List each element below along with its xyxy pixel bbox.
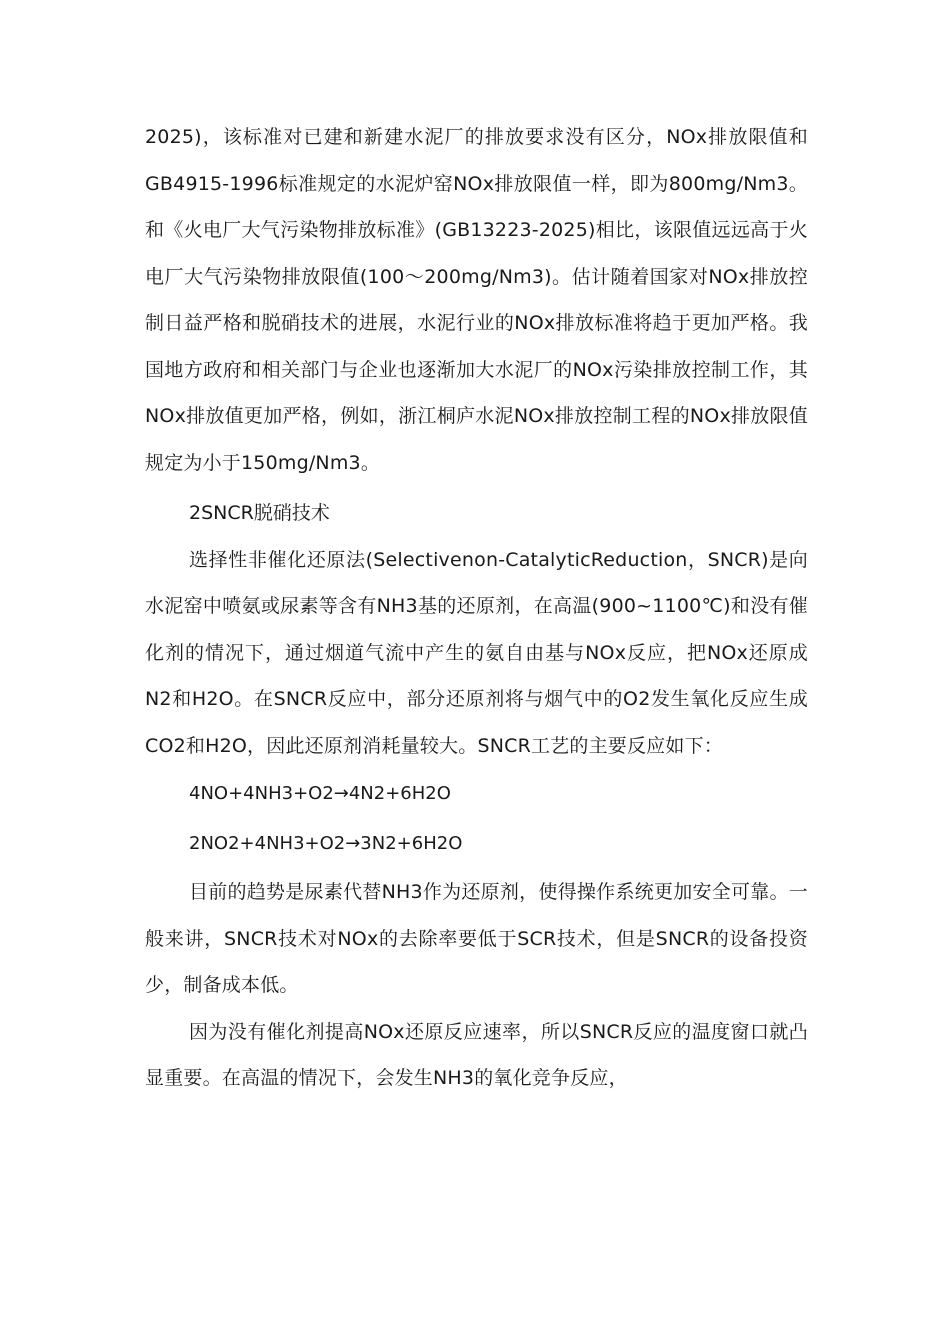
reaction-equation-2: 2NO2+4NH3+O2→3N2+6H2O [189, 833, 463, 854]
reaction-equation-1: 4NO+4NH3+O2→4N2+6H2O [189, 783, 451, 804]
paragraph-emission-standards: 2025)，该标准对已建和新建水泥厂的排放要求没有区分，NOx排放限值和GB4915-1996标准规定的水泥炉窑NOx排放限值一样，即为800mg/Nm3。和《火电厂大气污染物排放标准》(GB13223-2025)相比，该限值远远高于火电厂大气污染物排放限值(100～200mg/Nm3)。估计随着国家对NOx排放控制日益严格和脱硝技术的进展，水泥行业的NOx排放标准将趋于更加严格。我国地方政府和相关部门与企业也逐渐加大水泥厂的NOx污染排放控制工作，其NOx排放值更加严格，例如，浙江桐庐水泥NOx排放控制工程的NOx排放限值规定为小于150mg/Nm3。 [145, 126, 808, 474]
paragraph-sncr-definition: 选择性非催化还原法(Selectivenon-CatalyticReduction，SNCR)是向水泥窑中喷氨或尿素等含有NH3基的还原剂，在高温(900~1100℃)和没有催化剂的情况下，通过烟道气流中产生的氨自由基与NOx反应，把NOx还原成N2和H2O。在SNCR反应中，部分还原剂将与烟气中的O2发生氧化反应生成CO2和H2O，因此还原剂消耗量较大。SNCR工艺的主要反应如下： [145, 548, 808, 757]
paragraph-temperature-window: 因为没有催化剂提高NOx还原反应速率，所以SNCR反应的温度窗口就凸显重要。在高温的情况下，会发生NH3的氧化竞争反应， [145, 1020, 808, 1089]
document-body [145, 114, 808, 1102]
paragraph-urea-trend: 目前的趋势是尿素代替NH3作为还原剂，使得操作系统更加安全可靠。一般来讲，SNCR技术对NOx的去除率要低于SCR技术，但是SNCR的设备投资少，制备成本低。 [145, 881, 808, 996]
section-heading-sncr: 2SNCR脱硝技术 [189, 502, 330, 524]
